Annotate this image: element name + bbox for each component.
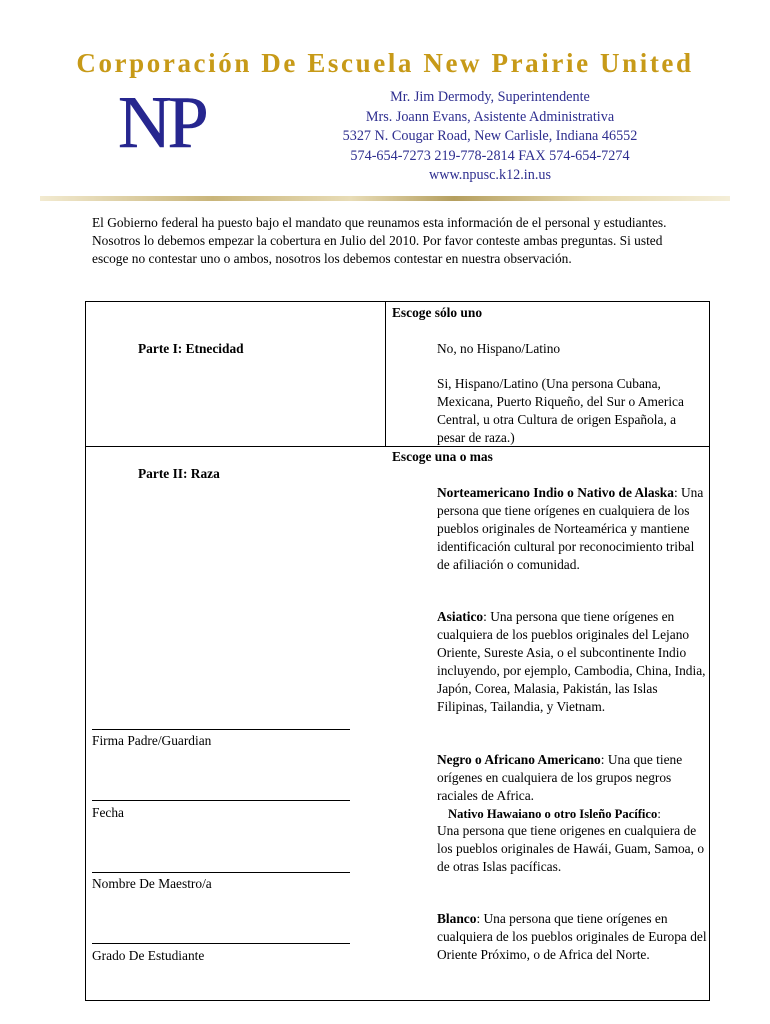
option-title: Norteamericano Indio o Nativo de Alaska (437, 485, 674, 500)
phone-line: 574-654-7273 219-778-2814 FAX 574-654-7274 (350, 147, 630, 164)
np-logo: NP (118, 82, 205, 164)
option-no-hispanic[interactable]: No, no Hispano/Latino (437, 341, 561, 356)
part1-label: Parte I: Etnecidad (138, 341, 244, 356)
district-title: Corporación De Escuela New Prairie United (76, 48, 694, 78)
option-title: Blanco (437, 911, 477, 926)
teacher-name-label: Nombre De Maestro/a (92, 876, 212, 891)
parent-signature-line[interactable] (92, 729, 350, 730)
table-column-divider (385, 301, 386, 446)
parent-signature-label: Firma Padre/Guardian (92, 733, 212, 748)
option-description: : Una que tiene orígenes en cualquiera de los grupos negros raciales de Africa. (437, 752, 683, 803)
option-white[interactable] (437, 910, 707, 964)
contact-block (300, 88, 680, 186)
option-native-american[interactable] (437, 484, 707, 574)
option-yes-hispanic[interactable]: Si, Hispano/Latino (Una persona Cubana, Mexicana, Puerto Riqueño, del Sur o America Central, u otra Cultura de origen Española, a pesar de raza.) (437, 376, 684, 445)
option-description: : (657, 807, 661, 821)
address-line: 5327 N. Cougar Road, New Carlisle, Indiana 46552 (342, 128, 638, 144)
option-description: Una persona que tiene origenes en cualquiera de los pueblos originales de Hawái, Guam, Samoa, o de otras Islas pacíficas. (437, 823, 705, 874)
option-title: Negro o Africano Americano (437, 752, 601, 767)
date-line[interactable] (92, 800, 350, 801)
option-black[interactable] (437, 751, 707, 805)
student-grade-line[interactable] (92, 943, 350, 944)
option-description: : Una persona que tiene orígenes en cualquiera de los pueblos originales de Norteamérica y mantiene identificación cultural por reconocimiento tribal de afiliación o comunidad. (437, 485, 704, 572)
part1-instruction: Escoge sólo uno (392, 305, 483, 320)
option-pacific-islander[interactable] (437, 822, 707, 876)
superintendent-line: Mr. Jim Dermody, Superintendente (390, 89, 590, 105)
date-label: Fecha (92, 805, 124, 820)
option-title: Asiatico (437, 609, 484, 624)
option-description: : Una persona que tiene orígenes en cualquiera de los pueblos originales del Lejano Oriente, Sureste Asia, o el subcontinente Indio incluyendo, por ejemplo, Cambodia, China, India, Japón, Corea, Malasia, Pakistán, las Islas Filipinas, Tailandia, y Vietnam. (437, 609, 706, 714)
assistant-line: Mrs. Joann Evans, Asistente Administrativa (365, 108, 615, 125)
part2-label: Parte II: Raza (138, 466, 220, 481)
option-asian[interactable] (437, 608, 707, 716)
option-pacific-islander-title[interactable] (448, 805, 718, 823)
student-grade-label: Grado De Estudiante (92, 948, 205, 963)
intro-paragraph: El Gobierno federal ha puesto bajo el mandato que reunamos esta información de el personal y estudiantes. Nosotros lo debemos empezar la cobertura en Julio del 2010. Por favor conteste ambas preguntas. Si usted escoge no contestar uno o ambos, nosotros los debemos contestar en nuestra observación. (92, 215, 667, 266)
option-title: Nativo Hawaiano o otro Isleño Pacífico (448, 807, 658, 821)
header-divider (40, 196, 730, 201)
teacher-name-line[interactable] (92, 872, 350, 873)
website-link[interactable]: www.npusc.k12.in.us (428, 167, 552, 183)
part2-instruction: Escoge una o mas (392, 449, 493, 464)
option-description: : Una persona que tiene orígenes en cualquiera de los pueblos originales de Europa del Oriente Próximo, o de Africa del Norte. (437, 911, 707, 962)
